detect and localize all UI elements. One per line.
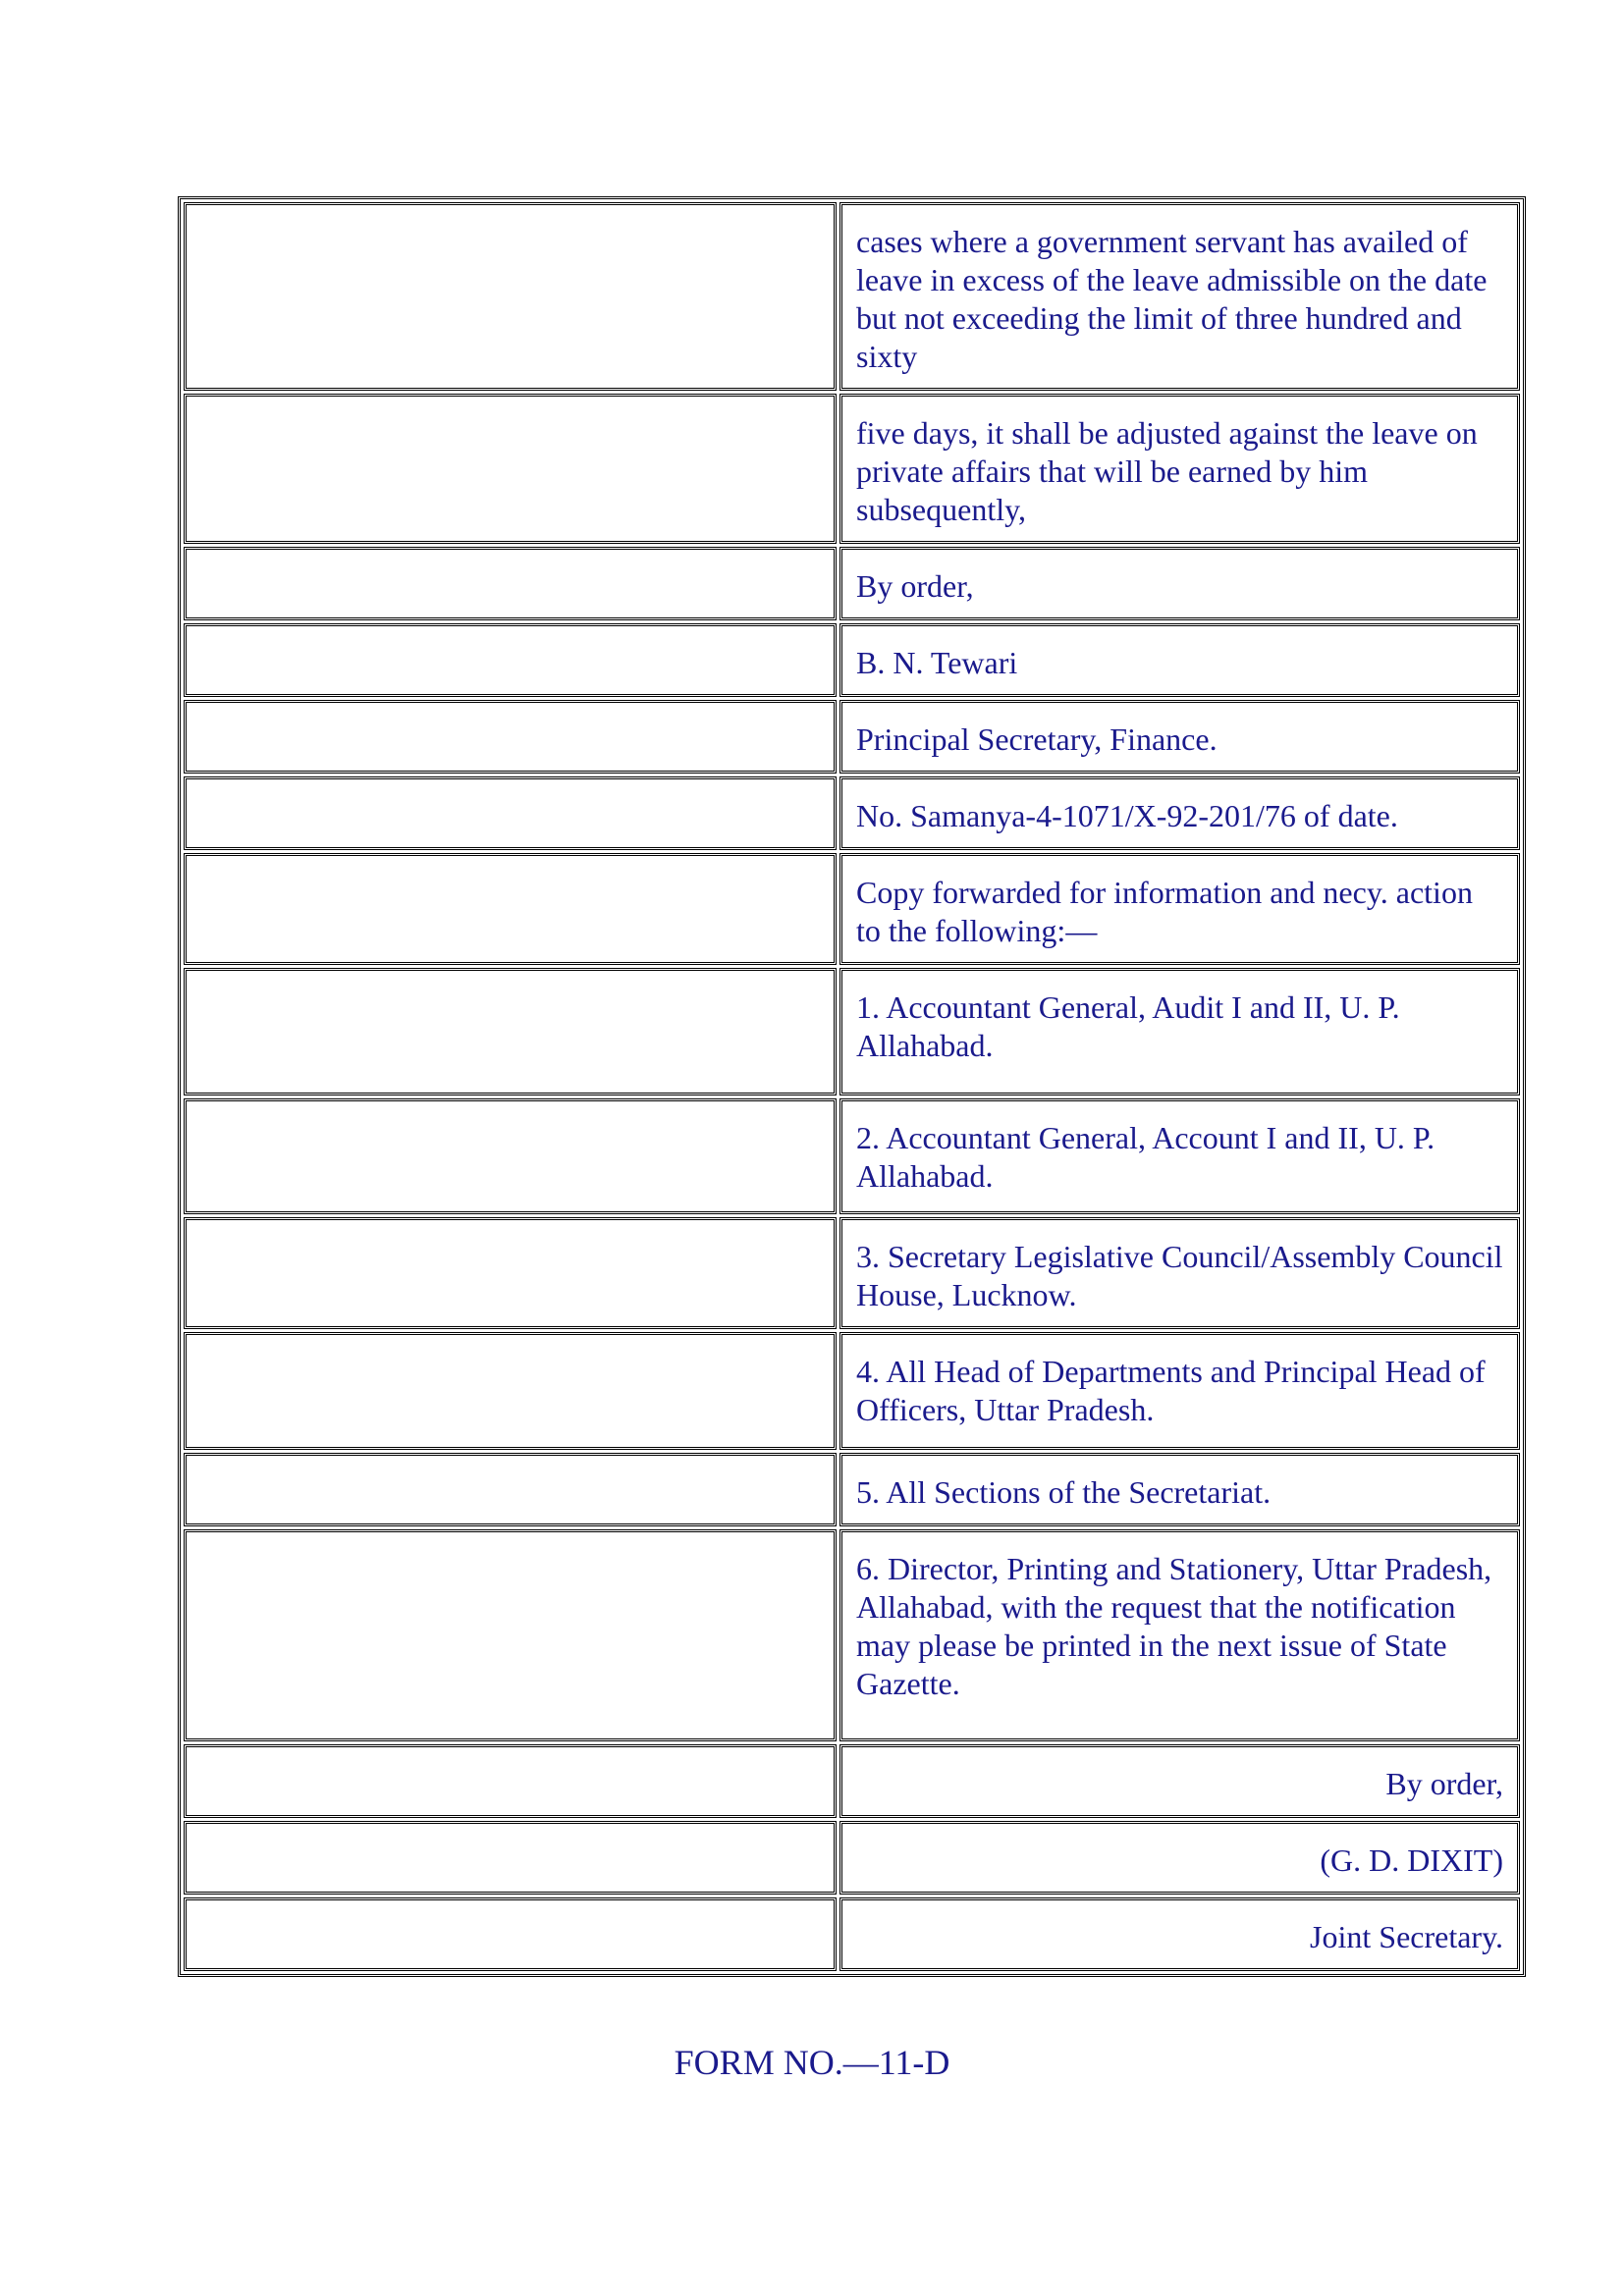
- table-row: [184, 1332, 1520, 1450]
- row-text-cell: 5. All Sections of the Secretariat.: [839, 1453, 1520, 1526]
- row-text-cell: Principal Secretary, Finance.: [839, 700, 1520, 774]
- empty-left-cell: [184, 1098, 837, 1214]
- empty-left-cell: [184, 202, 837, 391]
- empty-left-cell: [184, 1821, 837, 1895]
- empty-left-cell: [184, 1217, 837, 1329]
- row-text-cell: 6. Director, Printing and Stationery, Uttar Pradesh, Allahabad, with the request that the notification may please be printed in the next issue of State Gazette.: [839, 1529, 1520, 1741]
- row-text-cell: 3. Secretary Legislative Council/Assembly Council House, Lucknow.: [839, 1217, 1520, 1329]
- row-text-cell: No. Samanya-4-1071/X-92-201/76 of date.: [839, 776, 1520, 850]
- empty-left-cell: [184, 700, 837, 774]
- table-row: [184, 1744, 1520, 1818]
- empty-left-cell: [184, 1744, 837, 1818]
- table-row: [184, 1217, 1520, 1329]
- table-row: [184, 547, 1520, 620]
- empty-left-cell: [184, 1529, 837, 1741]
- row-text-cell: B. N. Tewari: [839, 623, 1520, 697]
- row-text-cell: cases where a government servant has availed of leave in excess of the leave admissible on the date but not exceeding the limit of three hundred and sixty: [839, 202, 1520, 391]
- row-text-cell: five days, it shall be adjusted against the leave on private affairs that will be earned by him subsequently,: [839, 394, 1520, 544]
- empty-left-cell: [184, 394, 837, 544]
- table-row: [184, 1453, 1520, 1526]
- row-text-cell: (G. D. DIXIT): [839, 1821, 1520, 1895]
- row-text-cell: 4. All Head of Departments and Principal Head of Officers, Uttar Pradesh.: [839, 1332, 1520, 1450]
- empty-left-cell: [184, 1332, 837, 1450]
- row-text-cell: 1. Accountant General, Audit I and II, U. P. Allahabad.: [839, 968, 1520, 1095]
- table-row: [184, 968, 1520, 1095]
- row-text-cell: Joint Secretary.: [839, 1897, 1520, 1971]
- empty-left-cell: [184, 968, 837, 1095]
- row-text-cell: Copy forwarded for information and necy. action to the following:—: [839, 853, 1520, 965]
- table-row: [184, 1821, 1520, 1895]
- table-row: [184, 776, 1520, 850]
- row-text-cell: 2. Accountant General, Account I and II, U. P. Allahabad.: [839, 1098, 1520, 1214]
- empty-left-cell: [184, 623, 837, 697]
- empty-left-cell: [184, 1897, 837, 1971]
- table-row: [184, 202, 1520, 391]
- form-title: FORM NO.—11-D: [674, 2043, 950, 2082]
- row-text-cell: By order,: [839, 1744, 1520, 1818]
- document-table: [178, 196, 1526, 1977]
- table-row: [184, 1098, 1520, 1214]
- table-row: [184, 700, 1520, 774]
- table-row: [184, 1529, 1520, 1741]
- table-row: [184, 853, 1520, 965]
- table-row: [184, 394, 1520, 544]
- table-row: [184, 1897, 1520, 1971]
- document-table-body: [184, 202, 1520, 1971]
- empty-left-cell: [184, 853, 837, 965]
- empty-left-cell: [184, 776, 837, 850]
- table-row: [184, 623, 1520, 697]
- empty-left-cell: [184, 547, 837, 620]
- row-text-cell: By order,: [839, 547, 1520, 620]
- empty-left-cell: [184, 1453, 837, 1526]
